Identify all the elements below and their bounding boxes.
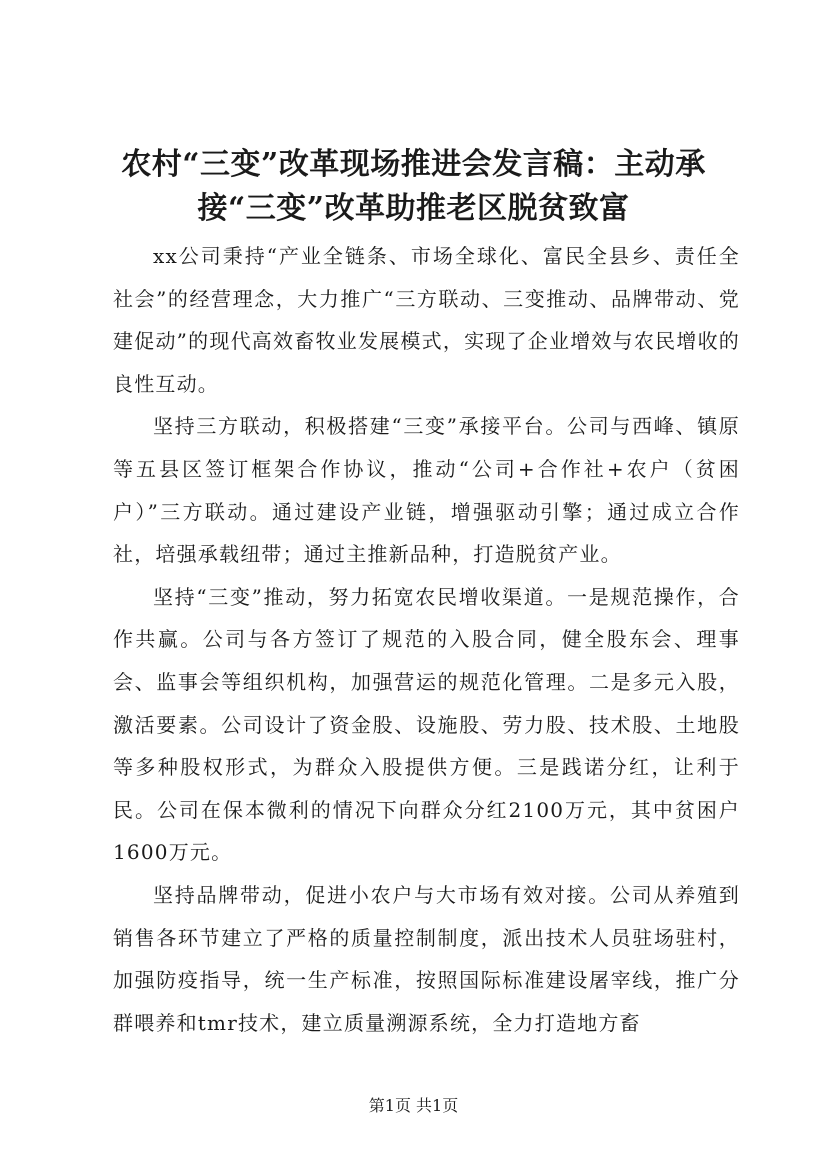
paragraph: 坚持三方联动，积极搭建“三变”承接平台。公司与西峰、镇原等五县区签订框架合作协议，推动“公司+合作社+农户（贫困户）”三方联动。通过建设产业链，增强驱动引擎；通过成立合作社，培强承载纽带；通过主推新品种，打造脱贫产业。	[113, 414, 740, 567]
document-body	[113, 235, 740, 1044]
paragraph: 坚持“三变”推动，努力拓宽农民增收渠道。一是规范操作，合作共赢。公司与各方签订了规范的入股合同，健全股东会、理事会、监事会等组织机构，加强营运的规范化管理。二是多元入股，激活要素。公司设计了资金股、设施股、劳力股、技术股、土地股等多种股权形式，为群众入股提供方便。三是践诺分红，让利于民。公司在保本微利的情况下向群众分红2100万元，其中贫困户1600万元。	[113, 584, 740, 865]
document-title: 农村“三变”改革现场推进会发言稿：主动承接“三变”改革助推老区脱贫致富	[121, 147, 706, 226]
page-number-footer: 第1页 共1页	[368, 1096, 459, 1115]
paragraph: xx公司秉持“产业全链条、市场全球化、富民全县乡、责任全社会”的经营理念，大力推广“三方联动、三变推动、品牌带动、党建促动”的现代高效畜牧业发展模式，实现了企业增效与农民增收的良性互动。	[113, 244, 740, 396]
paragraph: 坚持品牌带动，促进小农户与大市场有效对接。公司从养殖到销售各环节建立了严格的质量控制制度，派出技术人员驻场驻村，加强防疫指导，统一生产标准，按照国际标准建设屠宰线，推广分群喂养和tmr技术，建立质量溯源系统，全力打造地方畜	[113, 882, 740, 1035]
